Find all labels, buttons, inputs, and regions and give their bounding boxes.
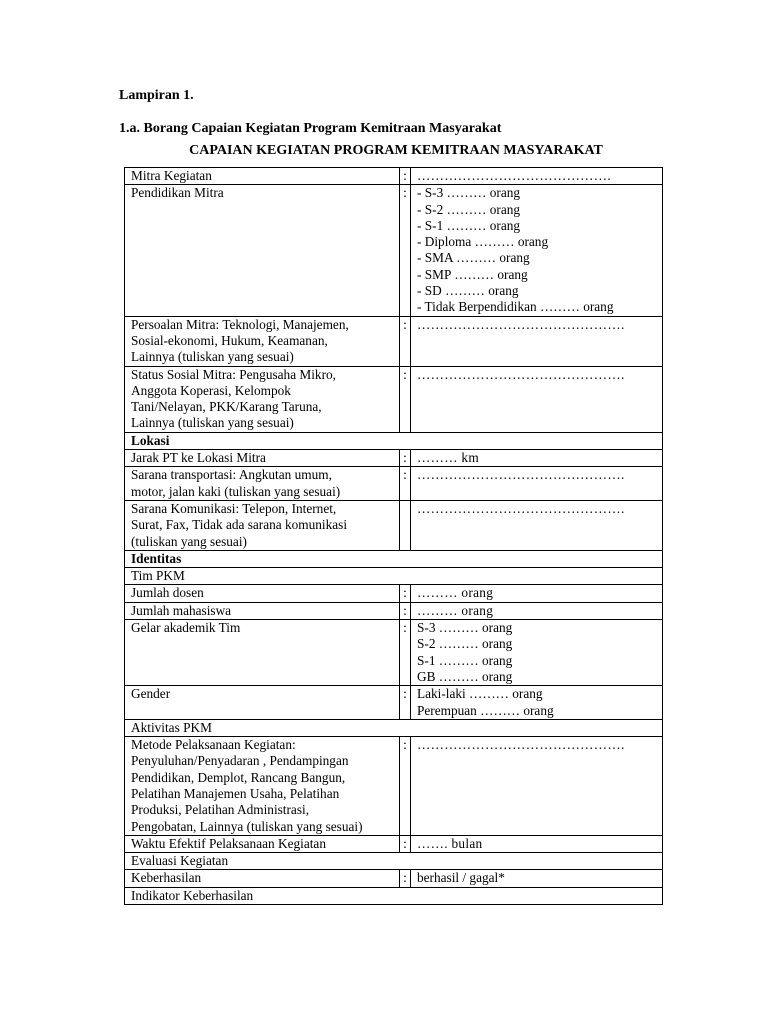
table-row — [125, 870, 663, 887]
row-colon — [400, 500, 411, 550]
table-row — [125, 316, 663, 366]
row-colon: : — [400, 602, 411, 619]
subsection-aktivitas-pkm: Aktivitas PKM — [125, 719, 663, 736]
row-label — [125, 366, 400, 432]
achievement-form-table — [124, 167, 663, 905]
row-colon: : — [400, 870, 411, 887]
label-line: Penyuluhan/Penyadaran , Pendampingan — [131, 753, 349, 769]
label-line: Status Sosial Mitra: Pengusaha Mikro, — [131, 366, 336, 382]
table-row — [125, 185, 663, 316]
subsection-tim-pkm: Tim PKM — [125, 568, 663, 585]
table-row — [125, 602, 663, 619]
form-heading: 1.a. Borang Capaian Kegiatan Program Kemitraan Masyarakat — [119, 121, 502, 136]
attachment-heading: Lampiran 1. — [119, 88, 194, 103]
label-line: Pendidikan, Demplot, Rancang Bangun, — [131, 769, 346, 785]
table-row — [125, 168, 663, 185]
row-value: berhasil / gagal* — [411, 870, 663, 887]
row-label: Jumlah mahasiswa — [125, 602, 400, 619]
row-value: ……… km — [411, 450, 663, 467]
row-value: ……. bulan — [411, 835, 663, 852]
label-line: Surat, Fax, Tidak ada sarana komunikasi — [131, 517, 348, 533]
label-line: Pelatihan Manajemen Usaha, Pelatihan — [131, 785, 340, 801]
list-item: - S-2 ……… orang — [417, 201, 521, 217]
row-value-list — [411, 620, 663, 686]
row-colon: : — [400, 316, 411, 366]
list-item: - Tidak Berpendidikan ……… orang — [417, 299, 614, 315]
row-value: ………………………………………. — [411, 500, 663, 550]
table-row — [125, 500, 663, 550]
label-line: Anggota Koperasi, Kelompok — [131, 382, 291, 398]
table-row — [125, 620, 663, 686]
label-line: Sosial-ekonomi, Hukum, Keamanan, — [131, 332, 328, 348]
table-row — [125, 835, 663, 852]
table-row — [125, 568, 663, 585]
list-item: S-3 ……… orang — [417, 620, 513, 636]
row-label: Keberhasilan — [125, 870, 400, 887]
subsection-indikator: Indikator Keberhasilan — [125, 887, 663, 904]
row-colon: : — [400, 835, 411, 852]
table-row — [125, 887, 663, 904]
label-line: Lainnya (tuliskan yang sesuai) — [131, 415, 294, 431]
section-header-lokasi: Lokasi — [125, 432, 663, 449]
section-header-identitas: Identitas — [125, 550, 663, 567]
label-line: motor, jalan kaki (tuliskan yang sesuai) — [131, 483, 341, 499]
label-line: Pengobatan, Lainnya (tuliskan yang sesuai) — [131, 818, 363, 834]
row-label — [125, 316, 400, 366]
table-row — [125, 719, 663, 736]
row-value: ………………………………………. — [411, 366, 663, 432]
row-colon: : — [400, 467, 411, 501]
list-item: - SMA ……… orang — [417, 250, 530, 266]
row-value: ……… orang — [411, 585, 663, 602]
row-label: Gender — [125, 686, 400, 720]
row-label: Pendidikan Mitra — [125, 185, 400, 316]
list-item: - SD ……… orang — [417, 283, 519, 299]
row-label: Jumlah dosen — [125, 585, 400, 602]
list-item: Laki-laki ……… orang — [417, 686, 543, 702]
row-label — [125, 500, 400, 550]
label-line: Lainnya (tuliskan yang sesuai) — [131, 349, 294, 365]
table-row — [125, 853, 663, 870]
subsection-evaluasi: Evaluasi Kegiatan — [125, 853, 663, 870]
row-value: ………………………………………. — [411, 737, 663, 836]
row-label: Mitra Kegiatan — [125, 168, 400, 185]
row-colon: : — [400, 185, 411, 316]
label-line: (tuliskan yang sesuai) — [131, 533, 247, 549]
list-item: - S-1 ……… orang — [417, 217, 521, 233]
row-value: ……… orang — [411, 602, 663, 619]
row-colon: : — [400, 585, 411, 602]
label-line: Persoalan Mitra: Teknologi, Manajemen, — [131, 316, 349, 332]
list-item: S-1 ……… orang — [417, 652, 513, 668]
table-row — [125, 550, 663, 567]
form-title: CAPAIAN KEGIATAN PROGRAM KEMITRAAN MASYARAKAT — [189, 143, 603, 158]
table-row — [125, 366, 663, 432]
list-item: - Diploma ……… orang — [417, 234, 549, 250]
table-row — [125, 585, 663, 602]
list-item: - S-3 ……… orang — [417, 185, 521, 201]
label-line: Sarana Komunikasi: Telepon, Internet, — [131, 500, 337, 516]
row-value: ………………………………………. — [411, 316, 663, 366]
row-label — [125, 737, 400, 836]
row-colon: : — [400, 168, 411, 185]
list-item: S-2 ……… orang — [417, 636, 513, 652]
row-label: Jarak PT ke Lokasi Mitra — [125, 450, 400, 467]
row-colon: : — [400, 686, 411, 720]
row-colon: : — [400, 450, 411, 467]
label-line: Sarana transportasi: Angkutan umum, — [131, 467, 332, 483]
label-line: Produksi, Pelatihan Administrasi, — [131, 802, 310, 818]
row-value-list — [411, 185, 663, 316]
table-row — [125, 467, 663, 501]
table-row — [125, 737, 663, 836]
row-label: Waktu Efektif Pelaksanaan Kegiatan — [125, 835, 400, 852]
row-value: ………………………………………. — [411, 467, 663, 501]
row-colon: : — [400, 620, 411, 686]
list-item: Perempuan ……… orang — [417, 702, 554, 718]
label-line: Metode Pelaksanaan Kegiatan: — [131, 737, 296, 753]
row-value-list — [411, 686, 663, 720]
table-row — [125, 432, 663, 449]
row-colon: : — [400, 737, 411, 836]
list-item: - SMP ……… orang — [417, 266, 528, 282]
table-row — [125, 686, 663, 720]
list-item: GB ……… orang — [417, 668, 513, 684]
label-line: Tani/Nelayan, PKK/Karang Taruna, — [131, 399, 322, 415]
table-row — [125, 450, 663, 467]
row-label: Gelar akademik Tim — [125, 620, 400, 686]
row-colon: : — [400, 366, 411, 432]
row-value: ……………………………………. — [411, 168, 663, 185]
row-label — [125, 467, 400, 501]
